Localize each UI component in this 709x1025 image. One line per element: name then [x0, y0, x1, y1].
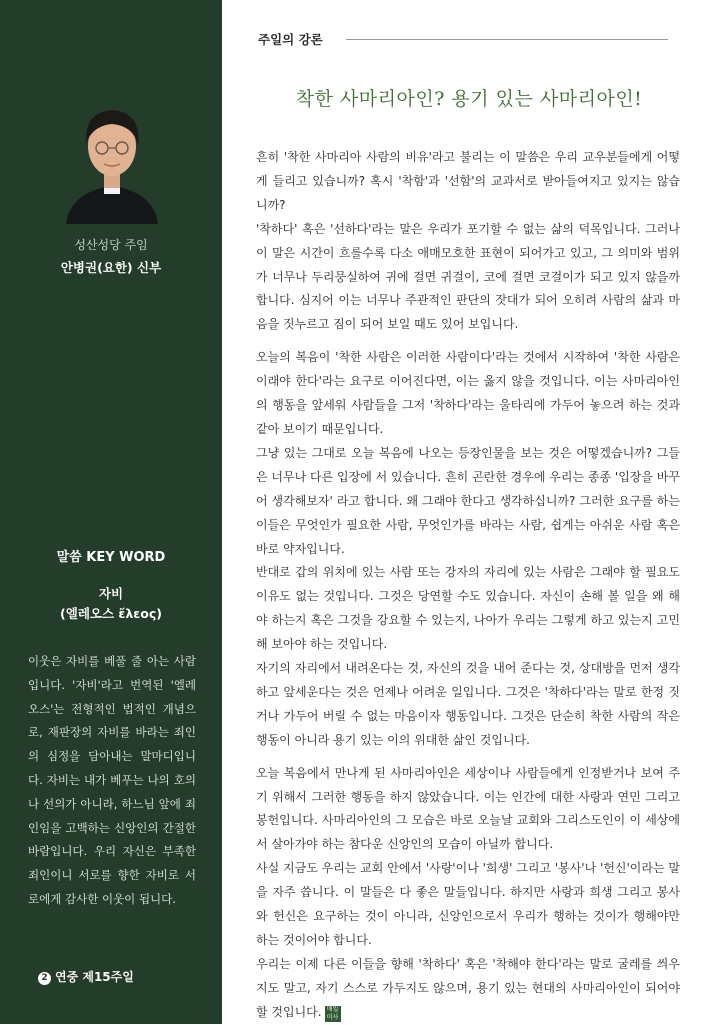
keyword-term-original: (엘레오스 ἔλεος)	[60, 606, 162, 621]
end-mark-logo: 매일 미사	[325, 1006, 341, 1022]
author-role: 성산성당 주임	[74, 238, 148, 252]
author-name: 안병권(요한) 신부	[60, 260, 162, 275]
paragraph: 오늘 복음에서 만나게 된 사마리아인은 세상이나 사람들에게 인정받거나 보여 주기 위해서 그러한 행동을 하지 않았습니다. 이는 인간에 대한 사랑과 연민 그리고 봉헌입니다. 사마리아인의 그 모습은 바로 오늘날 교회와 그리스도인이 이 세상에서 살아가야 하는 참다운 신앙인의 모습이 아닐까 합니다.	[256, 765, 680, 852]
sidebar	[0, 0, 222, 1024]
page-footer	[38, 968, 134, 985]
section-divider	[346, 39, 668, 40]
paragraph: 사실 지금도 우리는 교회 안에서 '사랑'이나 '희생' 그리고 '봉사'나 '헌신'이라는 말을 자주 씁니다. 이 말들은 다 좋은 말들입니다. 하지만 사랑과 희생 그리고 봉사와 헌신은 요구하는 것이 아니라, 신앙인으로서 우리가 행하는 것이가 행해야만 하는 것이어야 합니다.	[256, 861, 680, 947]
paragraph-text: 우리는 이제 다른 이들을 향해 '착하다' 혹은 '착해야 한다'라는 말로 굴레를 씌우지도 말고, 자기 스스로 가두지도 않으며, 용기 있는 현대의 사마리아인이 되어야 할 것입니다.	[256, 956, 680, 1019]
page-number: 2	[38, 972, 51, 985]
paragraph: 흔히 '착한 사마리아 사람의 비유'라고 불리는 이 말씀은 우리 교우분들에게 어떻게 들리고 있습니까? 혹시 '착함'과 '선함'의 교과서로 받아들여지고 있지는 않습니까?	[256, 150, 680, 212]
keyword-title: 말씀 KEY WORD	[56, 550, 166, 565]
paragraph: '착하다' 혹은 '선하다'라는 말은 우리가 포기할 수 없는 삶의 덕목입니다. 그러나 이 말은 시간이 흐를수록 다소 애매모호한 표현이 되어가고 있고, 그 의미와 범위가 너무나 두리뭉실하여 귀에 걸면 귀걸이, 코에 걸면 코걸이가 되고 있지 않을까 합니다. 심지어 이는 너무나 주관적인 판단의 잣대가 되어 오히려 사람의 삶과 마음을 짓누르고 짐이 되어 보일 때도 있어 보입니다.	[256, 221, 680, 332]
paragraph: 오늘의 복음이 '착한 사람은 이러한 사람이다'라는 것에서 시작하여 '착한 사람은 이래야 한다'라는 요구로 이어진다면, 이는 옳지 않을 것입니다. 이는 사마리아인의 행동을 앞세워 사람들을 그저 '착하다'라는 울타리에 가두어 놓으려 하는 것과 같아 보이기 때문입니다.	[256, 350, 680, 436]
keyword-description: 이웃은 자비를 베풀 줄 아는 사람입니다. '자비'라고 번역된 '엘레오스'는 전형적인 법적인 개념으로, 재판장의 자비를 바라는 죄인의 심정을 담아내는 말마디입니다. 자비는 내가 베푸는 나의 호의나 선의가 아니라, 하느님 앞에 죄인임을 고백하는 신앙인의 간절한 바람입니다. 우리 자신은 부족한 죄인이니 서로를 향한 자비로 서로에게 감사한 이웃이 됩니다.	[28, 654, 196, 906]
issue-label: 연중 제15주일	[55, 970, 134, 984]
paragraph	[256, 953, 680, 1025]
article-headline: 착한 사마리아인? 용기 있는 사마리아인!	[295, 88, 643, 110]
paragraph: 반대로 갑의 위치에 있는 사람 또는 강자의 자리에 있는 사람은 그래야 할 필요도 이유도 없는 것입니다. 그것은 당연할 수도 있습니다. 자신이 손해 볼 일을 왜 해야 하는지 혹은 그것을 강요할 수 있는지, 나아가 우리는 그렇게 하고 있는지 고민해 보아야 하는 것입니다.	[256, 565, 680, 652]
keyword-term-block	[0, 584, 222, 624]
author-portrait	[60, 100, 164, 224]
paragraph: 그냥 있는 그대로 오늘 복음에 나오는 등장인물을 보는 것은 어떻겠습니까? 그들은 너무나 다른 입장에 서 있습니다. 흔히 곤란한 경우에 우리는 종종 '입장을 바꾸어 생각해보자' 라고 합니다. 왜 그래야 한다고 생각하십니까? 그러한 요구를 하는 이들은 무엇인가 필요한 사람, 무엇인가를 바라는 사람, 쉽게는 아쉬운 사람 혹은 바로 약자입니다.	[256, 445, 680, 556]
keyword-term: 자비	[98, 586, 124, 601]
section-label: 주일의 강론	[258, 32, 323, 47]
paragraph: 자기의 자리에서 내려온다는 것, 자신의 것을 내어 준다는 것, 상대방을 먼저 생각하고 앞세운다는 것은 언제나 어려운 일입니다. 그것은 '착하다'라는 말로 한정 짓거나 가두어 버릴 수 없는 마음이자 행동입니다. 그것은 단순히 착한 사람의 작은 행동이 아니라 용기 있는 이의 위대한 삶인 것입니다.	[256, 661, 680, 747]
article-body	[256, 146, 680, 1025]
